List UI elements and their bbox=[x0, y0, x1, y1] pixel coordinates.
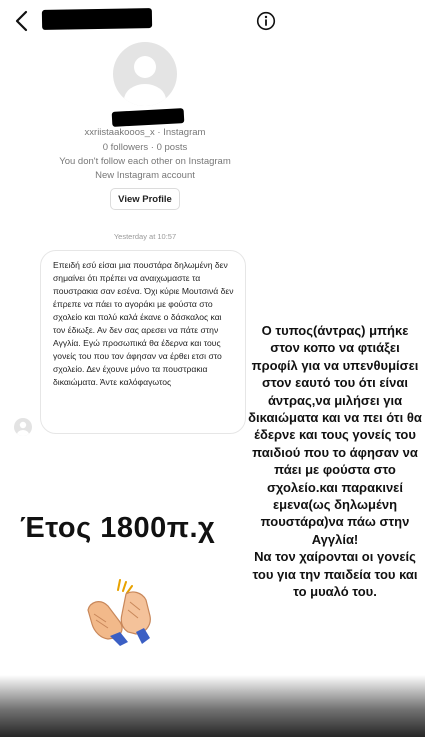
redacted-header-name bbox=[42, 8, 152, 30]
sender-avatar[interactable] bbox=[14, 418, 32, 436]
message-timestamp: Yesterday at 10:57 bbox=[113, 232, 177, 241]
clapping-hands-icon bbox=[80, 576, 162, 648]
story-caption-text: Έτος 1800π.χ bbox=[20, 512, 216, 544]
message-bubble[interactable] bbox=[40, 250, 246, 434]
bottom-gradient-overlay bbox=[0, 675, 425, 737]
view-profile-button[interactable]: View Profile bbox=[110, 188, 180, 210]
follow-status-text: You don't follow each other on Instagram bbox=[59, 156, 231, 167]
message-text: Επειδή εσύ είσαι μια πουστάρα δηλωμένη δεν σημαίνει ότι πρέπει να αναιχωμαστε τα πουστρακια σαν εσένα. Όχι κύριε Μουτσινά δεν έπρεπε να πάει το αγοράκι με φούστα στο σχολείο και πολύ καλά έκανε ο δάσκαλος και τον έδιωξε. Αν δεν σας αρεσει να πάτε στην Αγγλία. Εγώ προσωπικά θα έδερνα και τους γονείς του που τον άφησαν να έρθει ετσι στο σχολείο. Δεν έχουνε μόνο τα πουστρακια δικαιώματα. Άντε καλόφαγωτος bbox=[53, 260, 234, 387]
redacted-profile-name bbox=[112, 108, 185, 127]
default-avatar-icon bbox=[113, 42, 177, 106]
back-chevron-icon[interactable] bbox=[12, 10, 32, 32]
profile-username-line: xxriistaakooos_x · Instagram bbox=[84, 127, 206, 138]
info-icon[interactable] bbox=[256, 11, 276, 31]
default-avatar-icon bbox=[14, 418, 32, 436]
story-commentary-text: Ο τυπος(άντρας) μπήκε στον κοπο να φτιάξει προφίλ για να υπενθυμίσει στον εαυτό του ότι είναι άντρας,να μιλήσει για δικαιώματα και να πει ότι θα έδερνε και τους γονείς του παιδιού που το άφησαν να πάει με φούστα στο σχολείο.και παρακινεί εμενα(ως δηλωμένη πουστάρα)να πάω στην Αγγλία! Να τον χαίρονται οι γονείς του για την παιδεία του και το μυαλό του. bbox=[248, 323, 422, 600]
profile-avatar[interactable] bbox=[113, 42, 177, 106]
profile-followers-line: 0 followers · 0 posts bbox=[102, 142, 188, 153]
new-account-note: New Instagram account bbox=[95, 170, 195, 181]
